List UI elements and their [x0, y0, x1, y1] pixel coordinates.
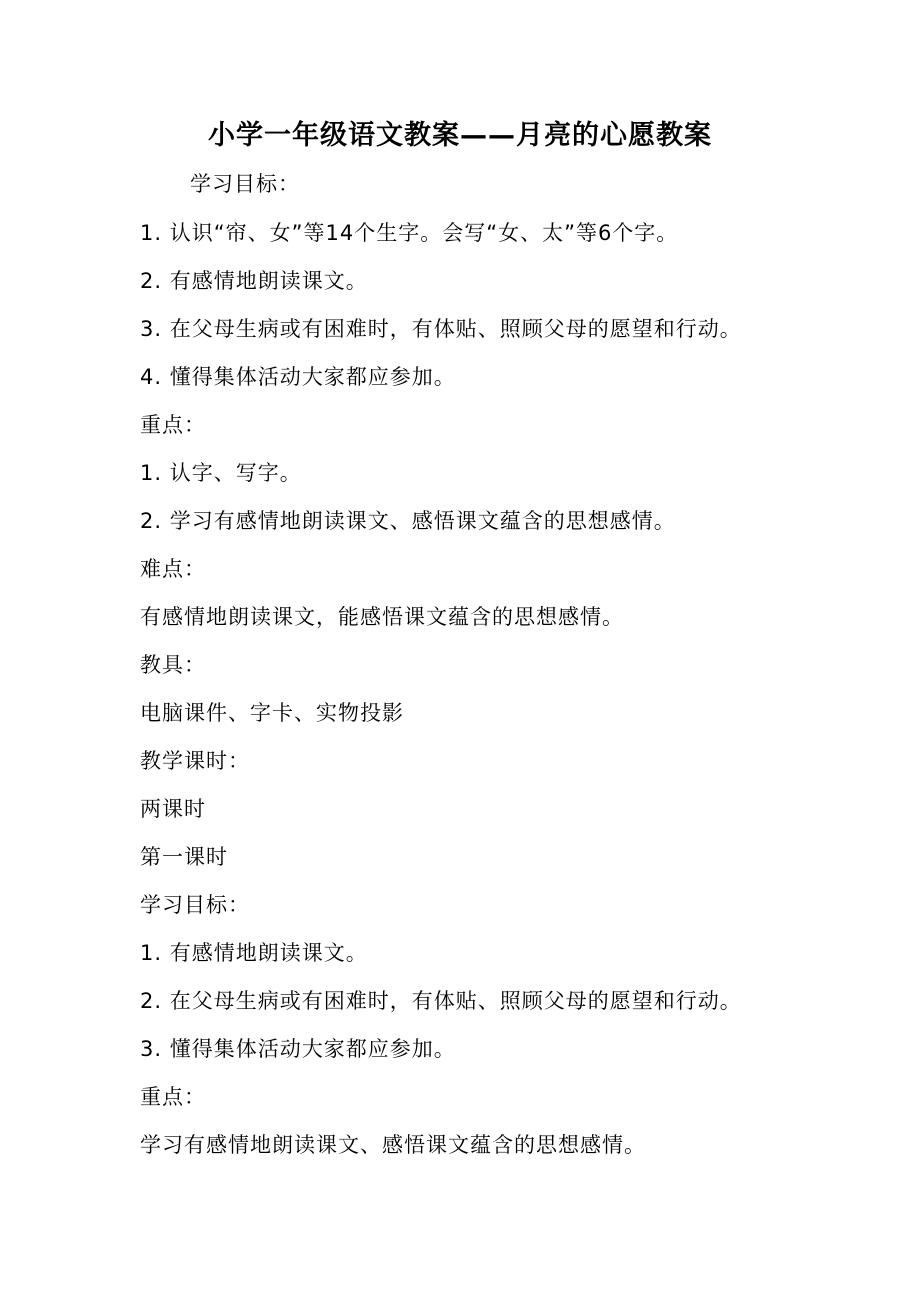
lesson-one-key-point-text: 学习有感情地朗读课文、感悟课文蕴含的思想感情。: [140, 1133, 646, 1157]
goal-item-2: 2. 有感情地朗读课文。: [140, 269, 368, 293]
section-heading-difficulties: 难点：: [140, 557, 206, 581]
teaching-aids-text: 电脑课件、字卡、实物投影: [140, 701, 404, 725]
goal-item-1: 1. 认识“帘、女”等14个生字。会写“女、太”等6个字。: [140, 221, 679, 245]
key-point-item-1: 1. 认字、写字。: [140, 461, 302, 485]
section-heading-key-points: 重点：: [140, 413, 206, 437]
goal-item-4: 4. 懂得集体活动大家都应参加。: [140, 365, 456, 389]
lesson-one-goal-item-3: 3. 懂得集体活动大家都应参加。: [140, 1037, 456, 1061]
section-heading-class-hours: 教学课时：: [140, 749, 250, 773]
lesson-one-heading: 第一课时: [140, 845, 228, 869]
section-heading-learning-goals: 学习目标：: [190, 172, 300, 196]
difficulty-text: 有感情地朗读课文，能感悟课文蕴含的思想感情。: [140, 605, 624, 629]
lesson-one-goal-item-2: 2. 在父母生病或有困难时，有体贴、照顾父母的愿望和行动。: [140, 989, 742, 1013]
document-title: 小学一年级语文教案——月亮的心愿教案: [208, 120, 712, 151]
class-hours-text: 两课时: [140, 797, 206, 821]
lesson-one-goal-item-1: 1. 有感情地朗读课文。: [140, 941, 368, 965]
lesson-one-key-points-heading: 重点：: [140, 1085, 206, 1109]
goal-item-3: 3. 在父母生病或有困难时，有体贴、照顾父母的愿望和行动。: [140, 317, 742, 341]
key-point-item-2: 2. 学习有感情地朗读课文、感悟课文蕴含的思想感情。: [140, 509, 676, 533]
lesson-one-goals-heading: 学习目标：: [140, 893, 250, 917]
section-heading-teaching-aids: 教具：: [140, 653, 206, 677]
